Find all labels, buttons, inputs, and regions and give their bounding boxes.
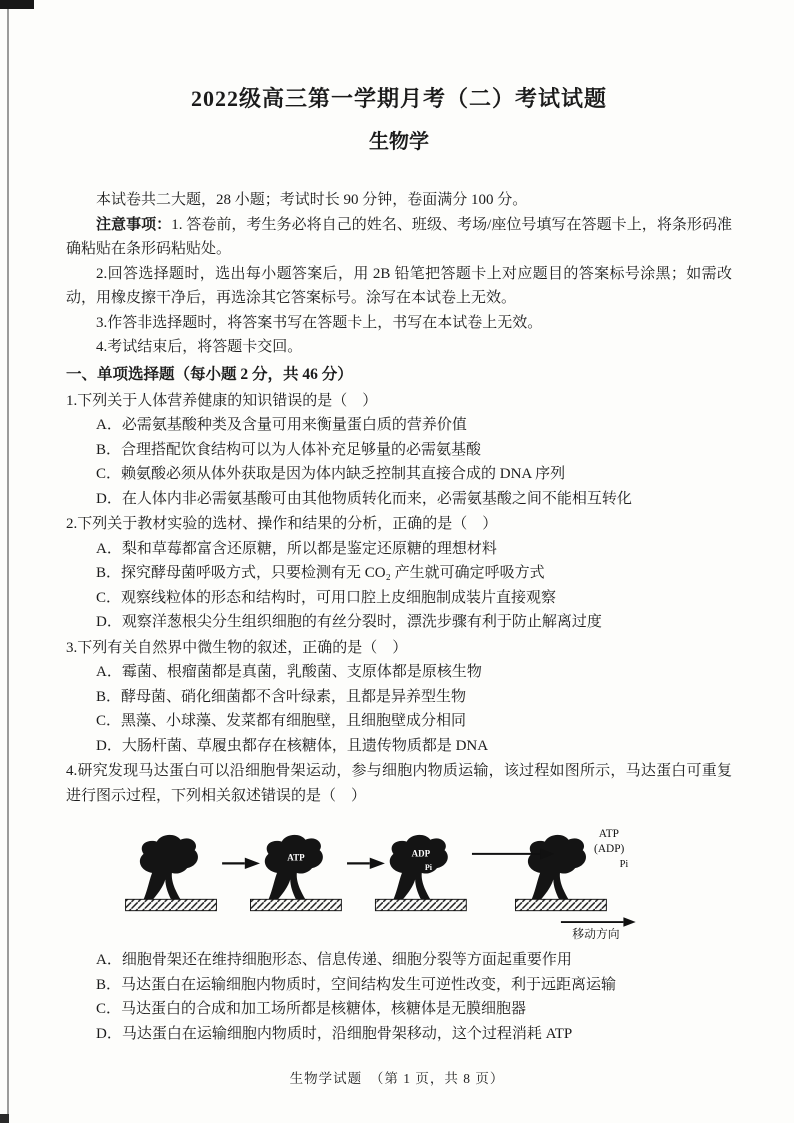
- question-4: [66, 759, 732, 1046]
- question-2-option-c: C．观察线粒体的形态和结构时，可用口腔上皮细胞制成装片直接观察: [96, 589, 557, 606]
- cytoskeleton-track-2: [251, 899, 342, 910]
- notice-1-text: 1. 答卷前，考生务必将自己的姓名、班级、考场/座位号填写在答题卡上，将条形码准确粘贴在条形码粘贴处。: [66, 216, 732, 257]
- release-pi-label: Pi: [619, 859, 629, 871]
- step-arrow-1: [222, 858, 260, 869]
- question-3: [66, 636, 732, 759]
- motor-protein-3: [390, 835, 448, 899]
- question-3-option-d: D．大肠杆菌、草履虫都存在核糖体，且遗传物质都是 DNA: [96, 737, 489, 754]
- page-title: 2022级高三第一学期月考（二）考试试题: [190, 86, 607, 111]
- question-4-option-c: C．马达蛋白的合成和加工场所都是核糖体，核糖体是无膜细胞器: [96, 1001, 527, 1017]
- question-1-stem: 1.下列关于人体营养健康的知识错误的是（ ）: [66, 392, 378, 409]
- question-1-option-a: A．必需氨基酸种类及含量可用来衡量蛋白质的营养价值: [96, 417, 467, 433]
- cytoskeleton-track-1: [126, 899, 217, 910]
- adp-label: ADP: [411, 848, 431, 859]
- notice-4: 4.考试结束后，将答题卡交回。: [96, 339, 303, 355]
- question-3-stem: 3.下列有关自然界中微生物的叙述，正确的是（ ）: [66, 639, 408, 656]
- motor-protein-1: [140, 835, 198, 899]
- question-3-option-a: A．霉菌、根瘤菌都是真菌，乳酸菌、支原体都是原核生物: [96, 664, 482, 680]
- motor-protein-diagram: [118, 816, 648, 941]
- scan-edge-line: [7, 0, 9, 1123]
- direction-label: 移动方向: [572, 927, 620, 941]
- page-subject: 生物学: [369, 131, 429, 153]
- question-1-option-c: C．赖氨酸必须从体外获取是因为体内缺乏控制其直接合成的 DNA 序列: [96, 466, 566, 482]
- question-3-option-c: C．黑藻、小球藻、发菜都有细胞壁，且细胞壁成分相同: [96, 713, 467, 729]
- exam-summary: 本试卷共二大题，28 小题；考试时长 90 分钟，卷面满分 100 分。: [96, 192, 528, 208]
- question-2-stem: 2.下列关于教材实验的选材、操作和结果的分析，正确的是（ ）: [66, 516, 498, 532]
- question-1-option-d: D．在人体内非必需氨基酸可由其他物质转化而来，必需氨基酸之间不能相互转化: [96, 490, 632, 507]
- page-footer: 生物学试题 （第 1 页，共 8 页）: [289, 1071, 505, 1086]
- scan-smudge-bottom-left: [0, 1114, 9, 1123]
- step-arrow-2: [347, 858, 385, 869]
- notice-1: [66, 213, 732, 262]
- atp-label: ATP: [287, 852, 305, 863]
- cytoskeleton-track-4: [516, 899, 607, 910]
- motor-protein-4: [528, 835, 586, 899]
- scan-smudge-top-left: [0, 0, 34, 9]
- question-2-option-b: B．探究酵母菌呼吸方式，只要检测有无 CO₂ 产生就可确定呼吸方式: [96, 565, 545, 581]
- question-3-option-b: B．酵母菌、硝化细菌都不含叶绿素，且都是异养型生物: [96, 688, 467, 705]
- question-2-option-a: A．梨和草莓都富含还原糖，所以都是鉴定还原糖的理想材料: [96, 540, 497, 557]
- question-4-option-b: B．马达蛋白在运输细胞内物质时，空间结构发生可逆性改变，利于远距离运输: [96, 976, 617, 993]
- release-arrow: [472, 848, 554, 859]
- pi-label: Pi: [424, 862, 432, 872]
- question-2: [66, 512, 732, 635]
- section-heading: 一、单项选择题（每小题 2 分，共 46 分）: [66, 365, 353, 383]
- question-1: [66, 389, 732, 512]
- motor-protein-figure: [118, 816, 732, 946]
- notice-3: 3.作答非选择题时，将答案书写在答题卡上，书写在本试卷上无效。: [96, 314, 543, 331]
- notice-title: 注意事项：: [96, 216, 172, 233]
- question-1-option-b: B．合理搭配饮食结构可以为人体补充足够量的必需氨基酸: [96, 441, 482, 458]
- release-adp-label: (ADP): [594, 843, 625, 855]
- question-2-option-d: D．观察洋葱根尖分生组织细胞的有丝分裂时，漂洗步骤有利于防止解离过度: [96, 614, 602, 630]
- direction-arrow: [561, 917, 636, 926]
- release-atp-label: ATP: [598, 827, 619, 840]
- notice-2: 2.回答选择题时，选出每小题答案后，用 2B 铅笔把答题卡上对应题目的答案标号涂黑；如需改动，用橡皮擦干净后，再选涂其它答案标号。涂写在本试卷上无效。: [66, 265, 732, 306]
- question-4-option-d: D．马达蛋白在运输细胞内物质时，沿细胞骨架移动，这个过程消耗 ATP: [96, 1025, 573, 1042]
- motor-protein-2: [265, 835, 323, 899]
- question-4-stem: 4.研究发现马达蛋白可以沿细胞骨架运动，参与细胞内物质运输，该过程如图所示，马达蛋白可重复进行图示过程，下列相关叙述错误的是（ ）: [66, 763, 732, 804]
- cytoskeleton-track-3: [375, 899, 466, 910]
- preamble: [66, 188, 732, 360]
- question-4-option-a: A．细胞骨架还在维持细胞形态、信息传递、细胞分裂等方面起重要作用: [96, 952, 572, 968]
